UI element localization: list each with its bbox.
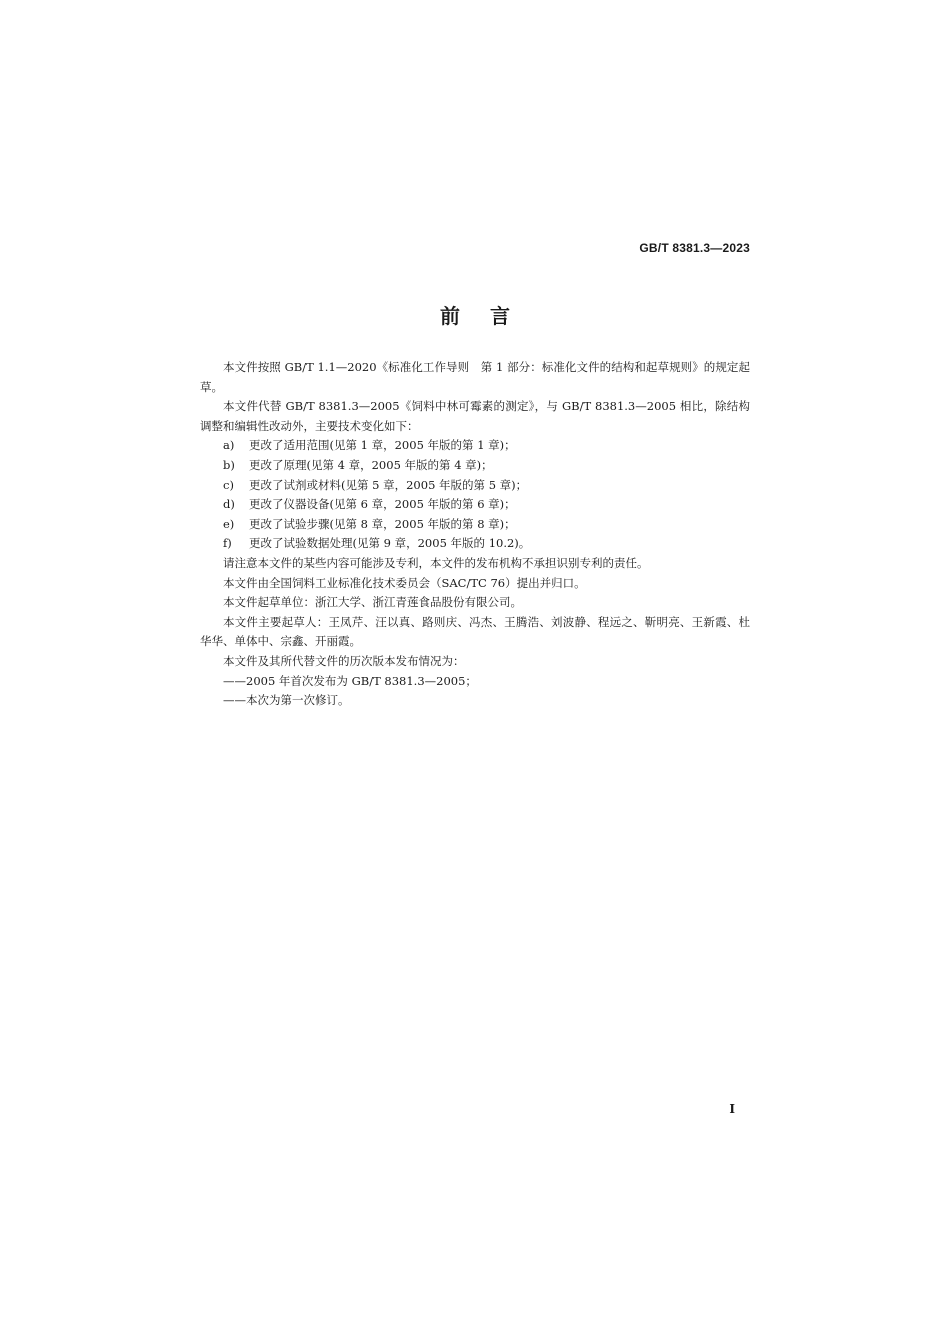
list-item-text: 更改了试验数据处理(见第 9 章，2005 年版的 10.2)。 (249, 536, 531, 551)
page-number: I (729, 1102, 735, 1116)
list-item-text: 更改了试剂或材料(见第 5 章，2005 年版的第 5 章)； (249, 477, 528, 492)
paragraph-replaces: 本文件代替 GB/T 8381.3—2005《饲料中林可霉素的测定》，与 GB/T 8381.3—2005 相比，除结构调整和编辑性改动外，主要技术变化如下： (200, 399, 750, 433)
paragraph-proposer: 本文件由全国饲料工业标准化技术委员会（SAC/TC 76）提出并归口。 (223, 575, 586, 590)
paragraph-drafters: 本文件主要起草人：王凤芹、汪以真、路则庆、冯杰、王腾浩、刘波静、程远之、靳明亮、王新霞、杜华华、单体中、宗鑫、开丽霞。 (200, 614, 750, 649)
list-marker: a) (223, 438, 235, 453)
paragraph-patent-notice: 请注意本文件的某些内容可能涉及专利，本文件的发布机构不承担识别专利的责任。 (223, 555, 649, 570)
list-marker: f) (223, 536, 232, 551)
list-item-text: 更改了试验步骤(见第 8 章，2005 年版的第 8 章)； (249, 516, 516, 531)
standard-number: GB/T 8381.3—2023 (639, 241, 750, 255)
history-item: ——2005 年首次发布为 GB/T 8381.3—2005； (223, 673, 477, 688)
list-item (200, 534, 750, 554)
list-item (200, 515, 750, 535)
list-item-text: 更改了仪器设备(见第 6 章，2005 年版的第 6 章)； (249, 497, 516, 512)
page-title: 前言 (440, 304, 540, 328)
list-marker: c) (223, 477, 234, 492)
list-item (200, 476, 750, 496)
list-item (200, 495, 750, 515)
list-item-text: 更改了适用范围(见第 1 章，2005 年版的第 1 章)； (249, 438, 516, 453)
list-item-text: 更改了原理(见第 4 章，2005 年版的第 4 章)； (249, 457, 493, 472)
foreword-body (200, 358, 750, 711)
list-item (200, 456, 750, 476)
list-item (200, 436, 750, 456)
history-item: ——本次为第一次修订。 (223, 693, 350, 708)
list-marker: e) (223, 516, 235, 531)
paragraph-drafting-units: 本文件起草单位：浙江大学、浙江青莲食品股份有限公司。 (223, 595, 522, 610)
paragraph-drafting-rules: 本文件按照 GB/T 1.1—2020《标准化工作导则 第 1 部分：标准化文件的结构和起草规则》的规定起草。 (200, 360, 750, 394)
paragraph-history-intro: 本文件及其所代替文件的历次版本发布情况为： (223, 653, 465, 668)
list-marker: b) (223, 457, 235, 472)
list-marker: d) (223, 497, 235, 512)
